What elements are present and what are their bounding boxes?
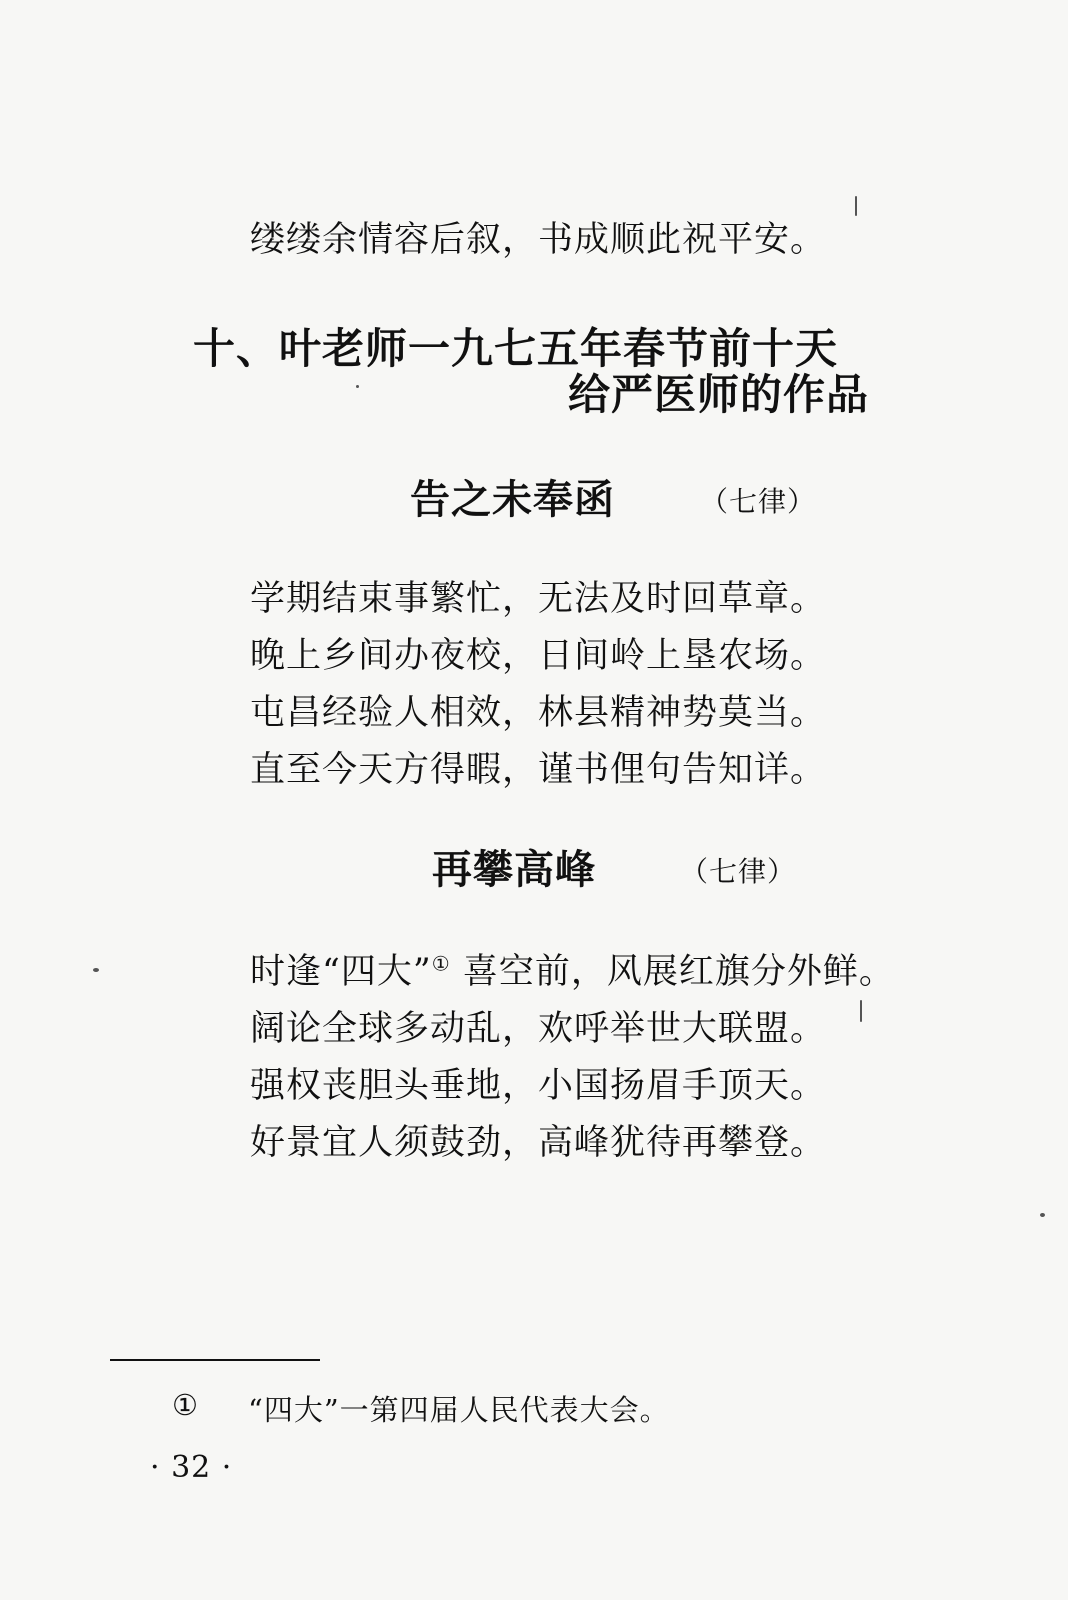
poem-2-line-1: [250, 944, 895, 994]
poem-2-line-1-end: 喜空前，风展红旗分外鲜。: [450, 952, 895, 992]
poem-1-line-3: 屯昌经验人相效，林县精神势莫当。: [250, 693, 827, 733]
poem-2-title: 再攀高峰: [432, 847, 596, 893]
scan-speck: [93, 968, 99, 972]
footnote-text: “四大”一第四届人民代表大会。: [248, 1393, 670, 1427]
poem-2-line-2: 阔论全球多动乱，欢呼举世大联盟。: [250, 1009, 827, 1049]
section-heading-line-1: 十、叶老师一九七五年春节前十天: [193, 324, 839, 373]
page-number: · 32 ·: [150, 1450, 233, 1485]
poem-2-form: （七律）: [680, 855, 797, 888]
footnote-marker: ①: [172, 1388, 199, 1422]
poem-1-line-2: 晚上乡间办夜校，日间岭上垦农场。: [250, 636, 827, 676]
scan-speck: [1040, 1213, 1045, 1217]
poem-1-form: （七律）: [700, 485, 817, 518]
scan-speck: [356, 385, 359, 388]
footnote-divider: [110, 1359, 320, 1361]
poem-2-line-1-start: 时逢“四大”: [250, 952, 432, 992]
scan-speck: [855, 196, 857, 216]
closing-line: 缕缕余情容后叙，书成顺此祝平安。: [250, 220, 827, 260]
poem-1-line-4: 直至今天方得暇，谨书俚句告知详。: [250, 750, 827, 790]
poem-1-line-1: 学期结束事繁忙，无法及时回草章。: [250, 579, 827, 619]
footnote-reference: ①: [431, 951, 451, 976]
poem-1-title: 告之未奉函: [410, 477, 615, 523]
poem-2-line-4: 好景宜人须鼓劲，高峰犹待再攀登。: [250, 1123, 827, 1163]
section-heading-line-2: 给严医师的作品: [568, 370, 870, 419]
poem-2-line-3: 强权丧胆头垂地，小国扬眉手顶天。: [250, 1066, 827, 1106]
scan-speck: [860, 1000, 862, 1022]
